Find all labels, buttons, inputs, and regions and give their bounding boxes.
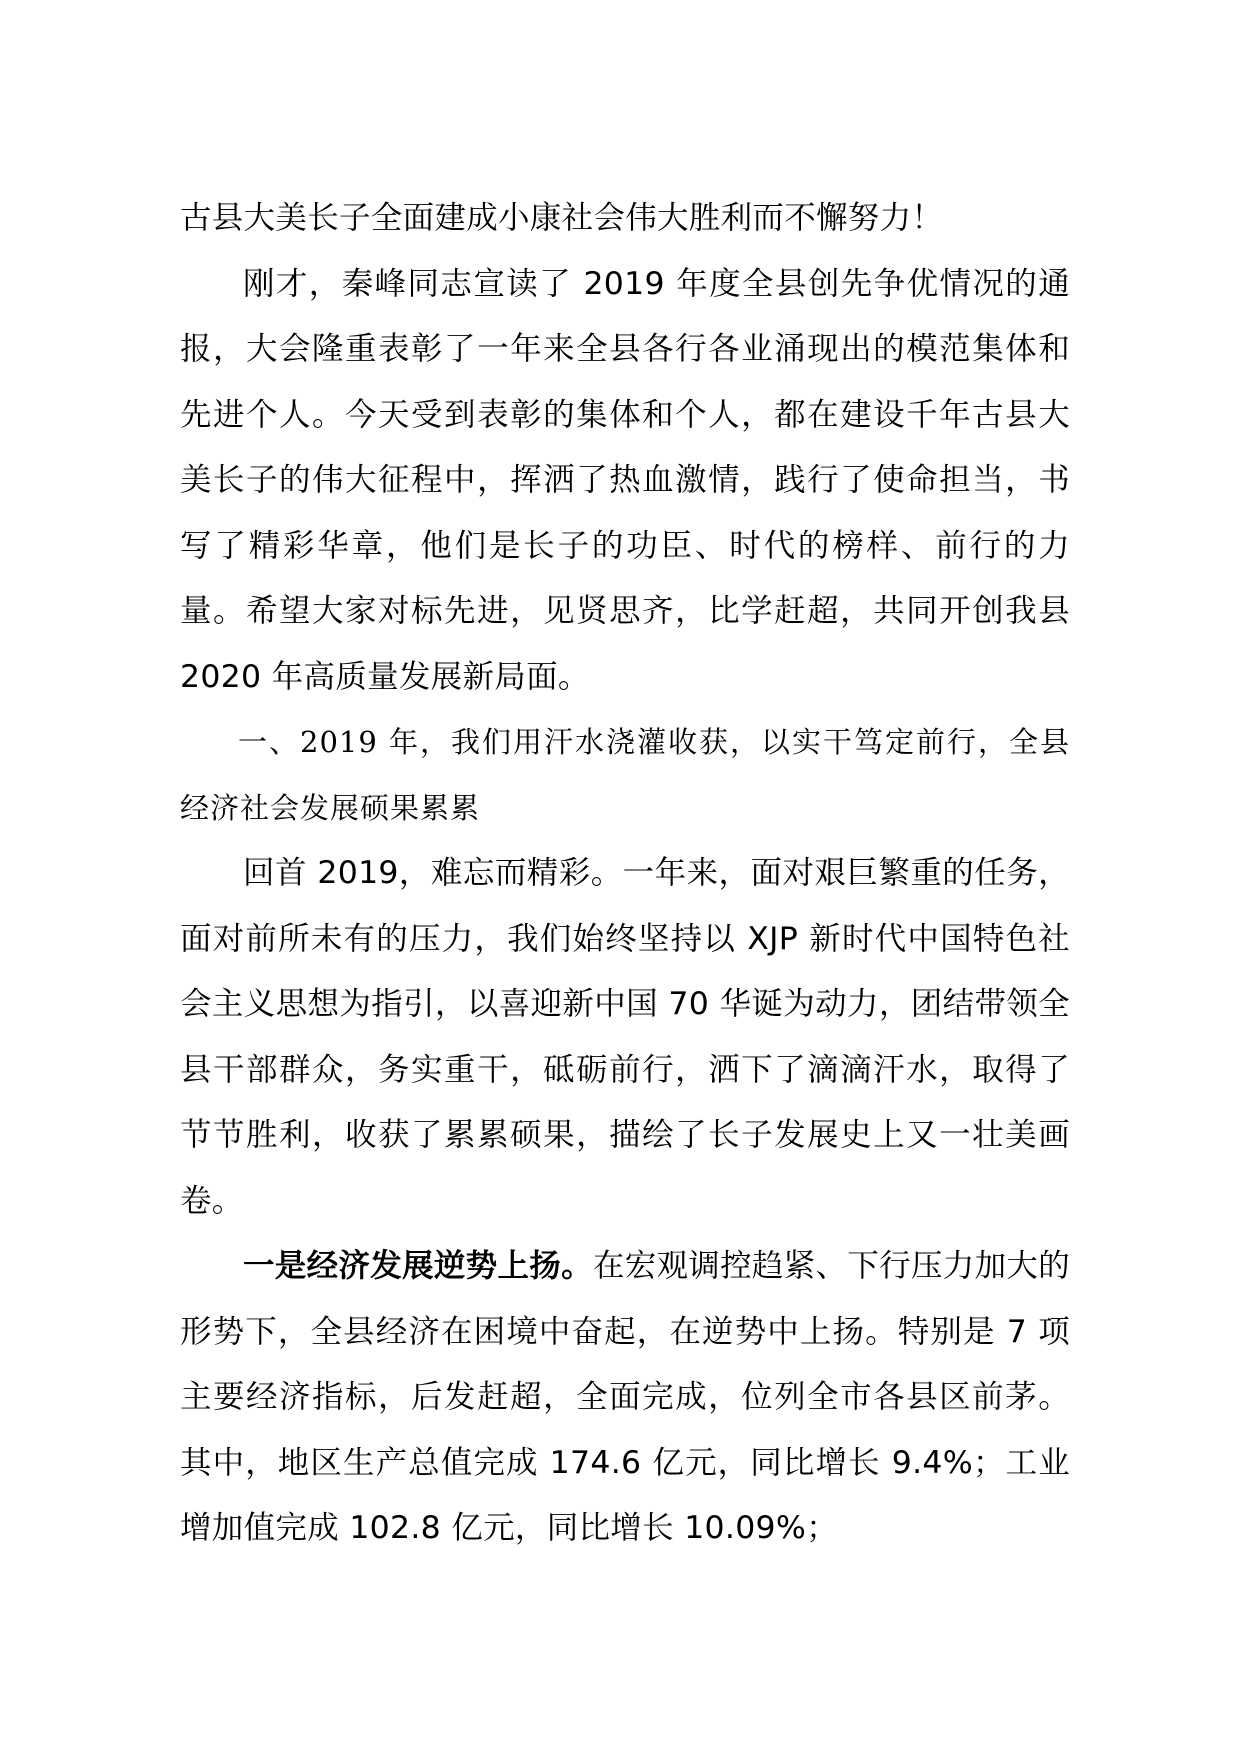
paragraph-economy-text: 在宏观调控趋紧、下行压力加大的形势下，全县经济在困境中奋起，在逆势中上扬。特别是 7 项主要经济指标，后发赶超，全面完成，位列全市各县区前茅。其中，地区生产总值完成 174.6 亿元，同比增长 9.4%；工业增加值完成 102.8 亿元，同比增长 10.09%； [180, 1248, 1070, 1546]
paragraph-commendation: 刚才，秦峰同志宣读了 2019 年度全县创先争优情况的通报，大会隆重表彰了一年来全县各行各业涌现出的模范集体和先进个人。今天受到表彰的集体和个人，都在建设千年古县大美长子的伟大征程中，挥洒了热血激情，践行了使命担当，书写了精彩华章，他们是长子的功臣、时代的榜样、前行的力量。希望大家对标先进，见贤思齐，比学赶超，共同开创我县 2020 年高质量发展新局面。 [180, 265, 1070, 695]
section-heading-one: 一、2019 年，我们用汗水浇灌收获，以实干笃定前行，全县经济社会发展硕果累累 [180, 725, 1070, 825]
paragraph-review-2019: 回首 2019，难忘而精彩。一年来，面对艰巨繁重的任务，面对前所未有的压力，我们始终坚持以 XJP 新时代中国特色社会主义思想为指引，以喜迎新中国 70 华诞为动力，团结带领全县干部群众，务实重干，砥砺前行，洒下了滴滴汗水，取得了节节胜利，收获了累累硕果，描绘了长子发展史上又一壮美画卷。 [180, 855, 1070, 1219]
paragraph-continuation: 古县大美长子全面建成小康社会伟大胜利而不懈努力！ [180, 200, 944, 236]
paragraph-economy [180, 1234, 1070, 1562]
paragraph-lead-economy: 一是经济发展逆势上扬。 [243, 1248, 593, 1284]
document-body [180, 186, 1070, 1562]
